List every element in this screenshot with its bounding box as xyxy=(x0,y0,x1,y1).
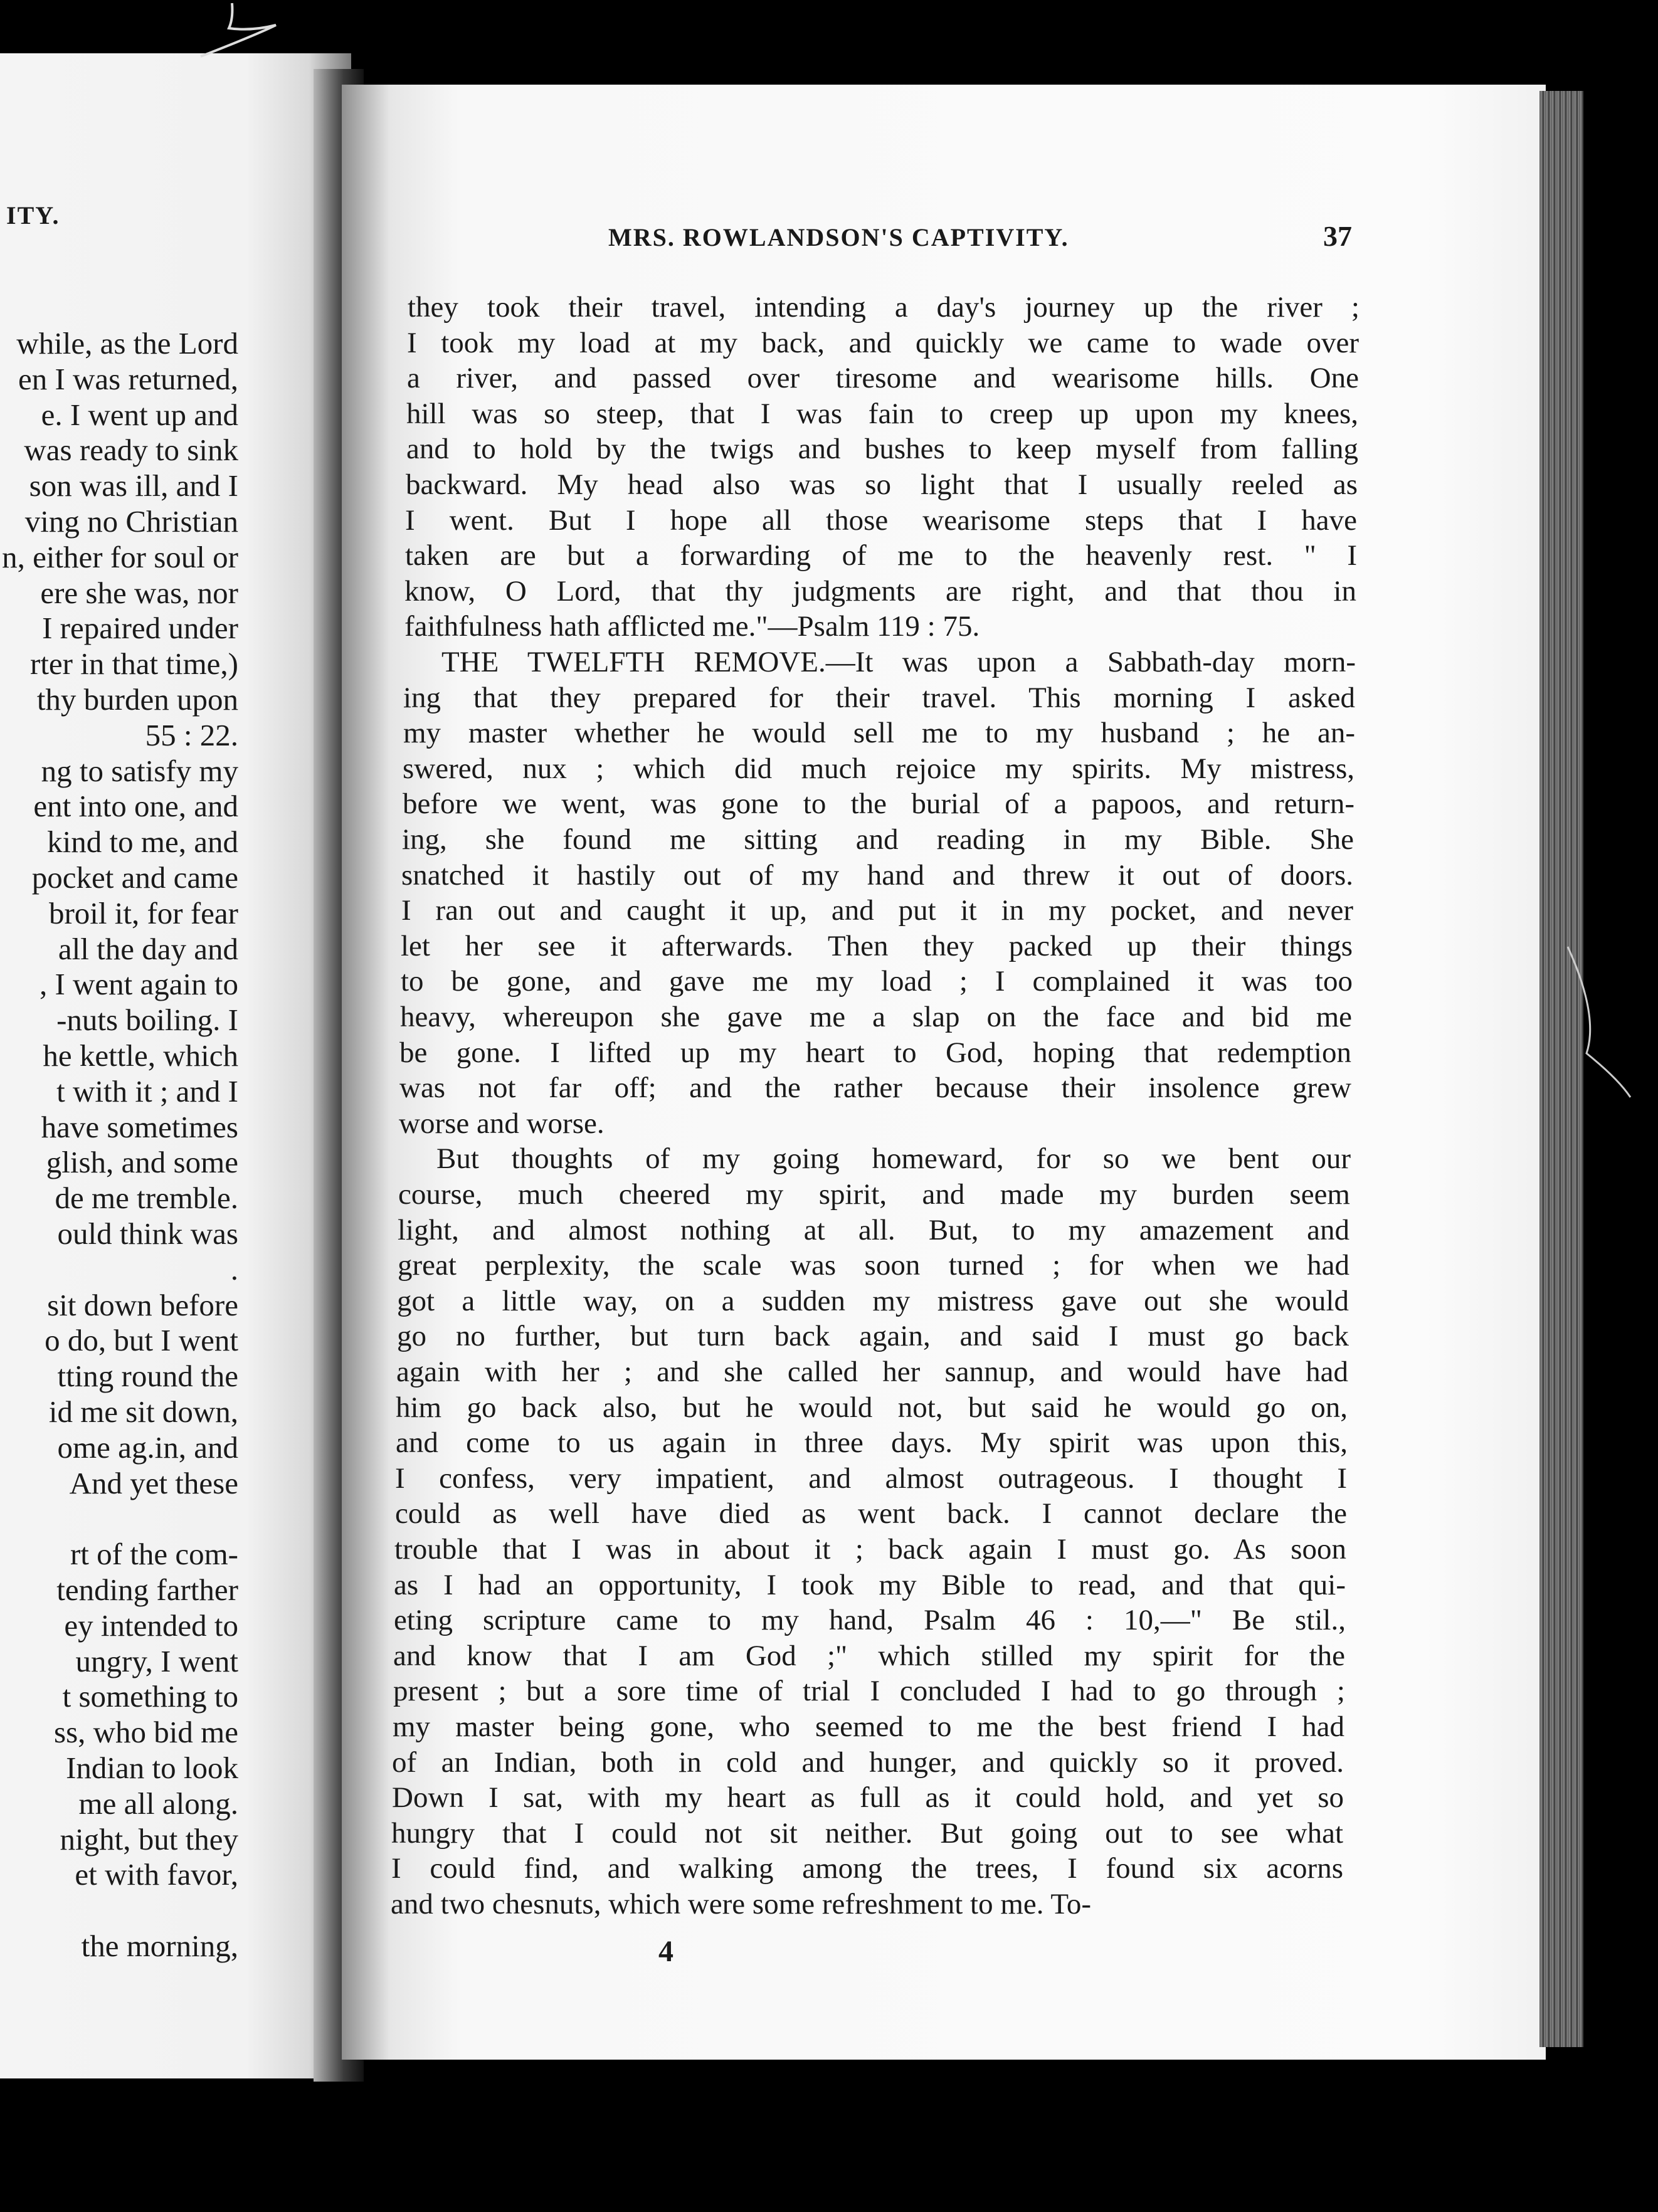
left-text-line: ent into one, and xyxy=(33,789,238,824)
left-text-line: 55 : 22. xyxy=(145,717,238,752)
body-text-line: I took my load at my back, and quickly we came to wade over xyxy=(407,326,1359,359)
body-text-line: I could find, and walking among the trees, I found six acorns xyxy=(391,1852,1343,1885)
left-text-line: broil it, for fear xyxy=(48,895,238,930)
body-text-line: hungry that I could not sit neither. But going out to see what xyxy=(391,1816,1343,1850)
left-text-line: , I went again to xyxy=(39,967,238,1002)
left-text-line: son was ill, and I xyxy=(29,468,238,503)
body-text-line: got a little way, on a sudden my mistress gave out she would xyxy=(397,1284,1349,1317)
left-running-head: ITY. xyxy=(6,201,60,229)
body-text-line: could as well have died as went back. I cannot declare the xyxy=(395,1497,1347,1530)
body-text-line: before we went, was gone to the burial of a papoos, and return- xyxy=(403,787,1354,821)
left-text-line: thy burden upon xyxy=(36,682,238,717)
left-text-line: pocket and came xyxy=(31,860,238,895)
body-text-line: snatched it hastily out of my hand and threw it out of doors. xyxy=(401,858,1353,892)
left-text-line: sit down before xyxy=(47,1287,238,1322)
body-text-line: worse and worse. xyxy=(399,1107,605,1140)
left-text-line: Indian to look xyxy=(66,1751,238,1785)
left-text-line: n, either for soul or xyxy=(2,539,238,574)
left-text-line: tting round the xyxy=(57,1359,238,1394)
body-text-line: I went. But I hope all those wearisome steps that I have xyxy=(405,503,1357,537)
body-text-line: faithfulness hath afflicted me."—Psalm 119 : 75. xyxy=(404,610,980,643)
left-text-line: . xyxy=(230,1251,238,1287)
left-text-line: -nuts boiling. I xyxy=(56,1003,238,1038)
body-text-line: as I had an opportunity, I took my Bible to read, and that qui- xyxy=(394,1568,1346,1601)
body-text-line: him go back also, but he would not, but said he would go on, xyxy=(396,1391,1348,1424)
left-text-line: ng to satisfy my xyxy=(41,753,238,788)
body-text-line: But thoughts of my going homeward, for so we bent our xyxy=(436,1142,1351,1176)
body-text-line: swered, nux ; which did much rejoice my spirits. My mistress, xyxy=(403,752,1354,785)
left-text-line: ss, who bid me xyxy=(54,1715,238,1750)
left-text-line: e. I went up and xyxy=(41,397,238,432)
left-text-line: And yet these xyxy=(69,1465,238,1500)
left-text-line: en I was returned, xyxy=(18,361,238,396)
left-text-line: t with it ; and I xyxy=(56,1073,238,1109)
left-text-line: et with favor, xyxy=(75,1857,238,1892)
body-text-line: and two chesnuts, which were some refreshment to me. To- xyxy=(391,1888,1092,1920)
left-text-line: o do, but I went xyxy=(45,1323,238,1358)
body-text-line: and come to us again in three days. My spirit was upon this, xyxy=(396,1426,1348,1460)
body-text-line: eting scripture came to my hand, Psalm 46 : 10,—" Be stil., xyxy=(394,1604,1346,1637)
left-text-line: ere she was, nor xyxy=(40,575,238,610)
body-text-line: Down I sat, with my heart as full as it could hold, and yet so xyxy=(392,1781,1344,1814)
left-text-line: I repaired under xyxy=(42,611,238,646)
body-text-line: my master being gone, who seemed to me the best friend I had xyxy=(393,1710,1344,1743)
left-text-line: ey intended to xyxy=(64,1608,238,1643)
body-text-line: I confess, very impatient, and almost outrageous. I thought I xyxy=(395,1462,1347,1495)
body-text-line: a river, and passed over tiresome and wearisome hills. One xyxy=(407,362,1359,395)
body-text-line: know, O Lord, that thy judgments are right, and that thou in xyxy=(404,574,1356,608)
body-text-line: great perplexity, the scale was soon turned ; for when we had xyxy=(398,1249,1349,1282)
left-text-line: tending farther xyxy=(56,1572,238,1607)
left-text-line: while, as the Lord xyxy=(16,326,238,361)
left-text-line: rter in that time,) xyxy=(30,646,238,682)
body-text-line: was not far off; and the rather because their insolence grew xyxy=(399,1072,1351,1105)
left-text-line: all the day and xyxy=(58,931,238,966)
body-text-line: my master whether he would sell me to my husband ; he an- xyxy=(403,717,1355,750)
left-text-line: night, but they xyxy=(60,1821,238,1856)
body-text-line: ing that they prepared for their travel. This morning I asked xyxy=(403,681,1355,714)
body-text-line: of an Indian, both in cold and hunger, and quickly so it proved. xyxy=(392,1746,1344,1779)
body-text-line: I ran out and caught it up, and put it in my pocket, and never xyxy=(401,894,1353,927)
left-text-line: de me tremble. xyxy=(55,1181,238,1216)
left-text-line: me all along. xyxy=(78,1786,238,1821)
body-text-line: heavy, whereupon she gave me a slap on the face and bid me xyxy=(400,1001,1352,1033)
body-text-line: trouble that I was in about it ; back again I must go. As soon xyxy=(394,1533,1346,1566)
body-text-line: again with her ; and she called her sannup, and would have had xyxy=(396,1356,1348,1388)
body-text-line: and to hold by the twigs and bushes to keep myself from falling xyxy=(406,433,1358,466)
left-text-line: ungry, I went xyxy=(75,1643,238,1678)
body-text-line: they took their travel, intending a day's journey up the river ; xyxy=(408,291,1360,324)
signature-mark: 4 xyxy=(658,1935,673,1968)
left-text-line: ving no Christian xyxy=(24,504,238,539)
body-text-line: hill was so steep, that I was fain to creep up upon my knees, xyxy=(406,397,1358,430)
body-text-line: course, much cheered my spirit, and made my burden seem xyxy=(398,1178,1350,1211)
left-text-line: was ready to sink xyxy=(24,433,238,468)
left-text-line: rt of the com- xyxy=(70,1537,238,1572)
left-text-line: id me sit down, xyxy=(48,1394,238,1429)
body-text-line: be gone. I lifted up my heart to God, hoping that redemption xyxy=(399,1036,1351,1069)
body-text-line: to be gone, and gave me my load ; I complained it was too xyxy=(401,965,1353,998)
page-number: 37 xyxy=(1323,220,1352,252)
body-text-line: backward. My head also was so light that I usually reeled as xyxy=(406,468,1358,501)
body-text-line: and know that I am God ;" which stilled my spirit for the xyxy=(393,1639,1345,1672)
left-text-line: he kettle, which xyxy=(43,1038,238,1073)
body-text-line: ing, she found me sitting and reading in my Bible. She xyxy=(402,823,1354,856)
left-text-line: kind to me, and xyxy=(47,824,238,860)
running-head: MRS. ROWLANDSON'S CAPTIVITY. xyxy=(608,223,1069,251)
left-text-line: t something to xyxy=(62,1679,238,1714)
body-text-line: THE TWELFTH REMOVE.—It was upon a Sabbath-day morn- xyxy=(441,646,1356,678)
left-text-line: ould think was xyxy=(57,1216,238,1251)
body-text-line: light, and almost nothing at all. But, to my amazement and xyxy=(398,1213,1349,1246)
left-text-line: ome ag.in, and xyxy=(57,1430,238,1465)
body-text-line: present ; but a sore time of trial I concluded I had to go through ; xyxy=(393,1675,1345,1708)
body-text-line: let her see it afterwards. Then they packed up their things xyxy=(401,929,1353,962)
body-text-line: go no further, but turn back again, and said I must go back xyxy=(397,1320,1349,1353)
left-text-line: the morning, xyxy=(81,1929,238,1963)
left-text-line: glish, and some xyxy=(46,1145,238,1180)
body-text-line: taken are but a forwarding of me to the heavenly rest. " I xyxy=(405,539,1357,572)
left-text-line: have sometimes xyxy=(41,1109,238,1144)
